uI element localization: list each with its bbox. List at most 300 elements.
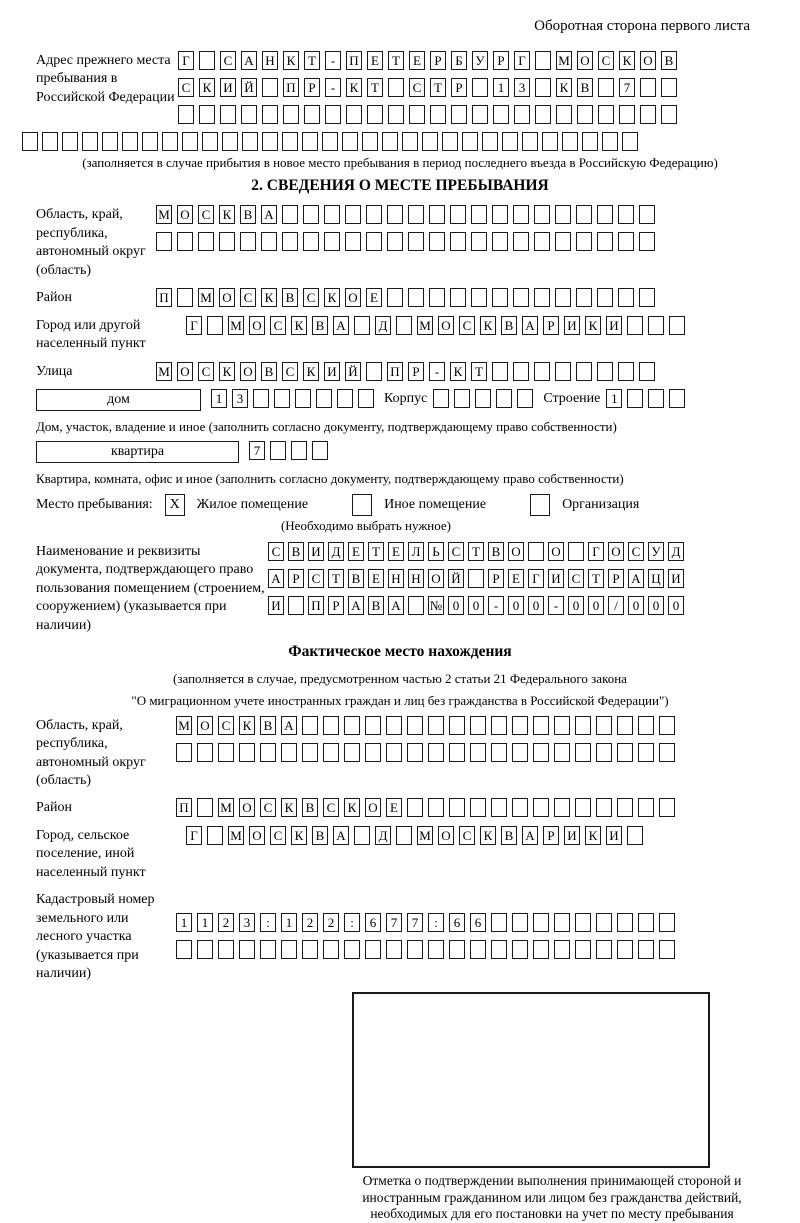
char-cell[interactable]: А	[522, 826, 538, 845]
char-cell[interactable]	[512, 940, 528, 959]
char-cell[interactable]: К	[219, 362, 235, 381]
char-cell[interactable]	[472, 78, 488, 97]
char-cell[interactable]	[207, 826, 223, 845]
char-cell[interactable]	[282, 132, 298, 151]
char-cell[interactable]	[422, 132, 438, 151]
char-cell[interactable]	[198, 232, 214, 251]
char-cell[interactable]	[627, 316, 643, 335]
char-cell[interactable]	[407, 743, 423, 762]
char-cell[interactable]: К	[291, 826, 307, 845]
char-cell[interactable]	[323, 716, 339, 735]
char-cell[interactable]: А	[388, 596, 404, 615]
char-cell[interactable]	[260, 743, 276, 762]
char-cell[interactable]: Й	[345, 362, 361, 381]
char-cell[interactable]: Т	[430, 78, 446, 97]
char-cell[interactable]	[640, 78, 656, 97]
char-cell[interactable]: Н	[408, 569, 424, 588]
char-cell[interactable]: 7	[386, 913, 402, 932]
char-cell[interactable]: С	[598, 51, 614, 70]
char-cell[interactable]: Е	[366, 288, 382, 307]
char-cell[interactable]: -	[488, 596, 504, 615]
char-cell[interactable]	[577, 105, 593, 124]
char-cell[interactable]	[639, 362, 655, 381]
char-cell[interactable]	[274, 389, 290, 408]
char-cell[interactable]	[554, 940, 570, 959]
char-cell[interactable]	[576, 205, 592, 224]
char-cell[interactable]: Г	[178, 51, 194, 70]
char-cell[interactable]	[638, 743, 654, 762]
char-cell[interactable]: 0	[528, 596, 544, 615]
char-cell[interactable]: Г	[514, 51, 530, 70]
char-cell[interactable]: Т	[367, 78, 383, 97]
char-cell[interactable]	[239, 743, 255, 762]
char-cell[interactable]: О	[249, 316, 265, 335]
char-cell[interactable]	[582, 132, 598, 151]
char-cell[interactable]	[596, 798, 612, 817]
char-cell[interactable]: Т	[368, 542, 384, 561]
char-cell[interactable]	[554, 798, 570, 817]
char-cell[interactable]	[346, 105, 362, 124]
char-cell[interactable]	[220, 105, 236, 124]
char-cell[interactable]: Р	[543, 316, 559, 335]
char-cell[interactable]	[472, 105, 488, 124]
char-cell[interactable]: Т	[388, 51, 404, 70]
char-cell[interactable]	[323, 940, 339, 959]
char-cell[interactable]: О	[438, 316, 454, 335]
char-cell[interactable]: С	[270, 826, 286, 845]
char-cell[interactable]: П	[156, 288, 172, 307]
char-cell[interactable]: И	[548, 569, 564, 588]
char-cell[interactable]: С	[178, 78, 194, 97]
char-cell[interactable]	[366, 232, 382, 251]
char-cell[interactable]	[493, 105, 509, 124]
char-cell[interactable]	[303, 205, 319, 224]
char-cell[interactable]	[618, 362, 634, 381]
char-cell[interactable]: С	[303, 288, 319, 307]
char-cell[interactable]	[312, 441, 328, 460]
char-cell[interactable]	[534, 288, 550, 307]
char-cell[interactable]	[302, 132, 318, 151]
char-cell[interactable]	[598, 78, 614, 97]
char-cell[interactable]: А	[348, 596, 364, 615]
char-cell[interactable]: В	[501, 316, 517, 335]
char-cell[interactable]	[430, 105, 446, 124]
char-cell[interactable]: -	[429, 362, 445, 381]
char-cell[interactable]	[471, 232, 487, 251]
char-cell[interactable]: 3	[514, 78, 530, 97]
char-cell[interactable]: 0	[588, 596, 604, 615]
char-cell[interactable]	[513, 232, 529, 251]
char-cell[interactable]	[492, 205, 508, 224]
char-cell[interactable]	[661, 78, 677, 97]
char-cell[interactable]	[354, 316, 370, 335]
char-cell[interactable]: К	[480, 316, 496, 335]
char-cell[interactable]	[396, 316, 412, 335]
char-cell[interactable]: Е	[368, 569, 384, 588]
char-cell[interactable]	[638, 716, 654, 735]
char-cell[interactable]	[575, 743, 591, 762]
char-cell[interactable]	[513, 362, 529, 381]
char-cell[interactable]	[534, 362, 550, 381]
char-cell[interactable]	[627, 389, 643, 408]
char-cell[interactable]: О	[345, 288, 361, 307]
char-cell[interactable]	[568, 542, 584, 561]
char-cell[interactable]: 1	[176, 913, 192, 932]
char-cell[interactable]	[659, 940, 675, 959]
char-cell[interactable]	[535, 105, 551, 124]
char-cell[interactable]: С	[240, 288, 256, 307]
char-cell[interactable]	[576, 288, 592, 307]
char-cell[interactable]	[218, 743, 234, 762]
char-cell[interactable]	[386, 743, 402, 762]
char-cell[interactable]	[337, 389, 353, 408]
char-cell[interactable]	[450, 288, 466, 307]
char-cell[interactable]	[388, 105, 404, 124]
char-cell[interactable]	[512, 716, 528, 735]
char-cell[interactable]	[491, 940, 507, 959]
char-cell[interactable]	[262, 78, 278, 97]
char-cell[interactable]	[242, 132, 258, 151]
char-cell[interactable]: Р	[451, 78, 467, 97]
char-cell[interactable]: И	[606, 316, 622, 335]
char-cell[interactable]	[177, 288, 193, 307]
char-cell[interactable]: 0	[448, 596, 464, 615]
char-cell[interactable]	[197, 940, 213, 959]
char-cell[interactable]	[638, 913, 654, 932]
char-cell[interactable]: П	[387, 362, 403, 381]
char-cell[interactable]: М	[417, 826, 433, 845]
char-cell[interactable]	[240, 232, 256, 251]
char-cell[interactable]	[387, 288, 403, 307]
char-cell[interactable]	[199, 51, 215, 70]
char-cell[interactable]	[534, 205, 550, 224]
char-cell[interactable]	[638, 940, 654, 959]
char-cell[interactable]: Л	[408, 542, 424, 561]
char-cell[interactable]	[555, 232, 571, 251]
char-cell[interactable]: С	[448, 542, 464, 561]
char-cell[interactable]	[156, 232, 172, 251]
char-cell[interactable]	[575, 798, 591, 817]
char-cell[interactable]	[270, 441, 286, 460]
char-cell[interactable]	[282, 232, 298, 251]
char-cell[interactable]: М	[218, 798, 234, 817]
char-cell[interactable]	[122, 132, 138, 151]
char-cell[interactable]	[450, 205, 466, 224]
char-cell[interactable]	[576, 362, 592, 381]
char-cell[interactable]: М	[556, 51, 572, 70]
char-cell[interactable]: И	[308, 542, 324, 561]
char-cell[interactable]	[512, 798, 528, 817]
char-cell[interactable]: Т	[471, 362, 487, 381]
char-cell[interactable]	[262, 105, 278, 124]
char-cell[interactable]	[429, 232, 445, 251]
char-cell[interactable]	[442, 132, 458, 151]
char-cell[interactable]: К	[291, 316, 307, 335]
char-cell[interactable]: 2	[302, 913, 318, 932]
char-cell[interactable]	[302, 743, 318, 762]
char-cell[interactable]	[576, 232, 592, 251]
char-cell[interactable]	[316, 389, 332, 408]
char-cell[interactable]: В	[368, 596, 384, 615]
char-cell[interactable]: В	[312, 316, 328, 335]
char-cell[interactable]: А	[522, 316, 538, 335]
char-cell[interactable]: Е	[508, 569, 524, 588]
char-cell[interactable]	[428, 798, 444, 817]
char-cell[interactable]	[528, 542, 544, 561]
char-cell[interactable]	[367, 105, 383, 124]
char-cell[interactable]: О	[508, 542, 524, 561]
char-cell[interactable]: У	[472, 51, 488, 70]
char-cell[interactable]	[324, 205, 340, 224]
char-cell[interactable]: М	[417, 316, 433, 335]
char-cell[interactable]	[219, 232, 235, 251]
char-cell[interactable]	[358, 389, 374, 408]
char-cell[interactable]: 0	[568, 596, 584, 615]
char-cell[interactable]: Р	[430, 51, 446, 70]
char-cell[interactable]	[555, 362, 571, 381]
char-cell[interactable]	[344, 716, 360, 735]
char-cell[interactable]: С	[459, 316, 475, 335]
char-cell[interactable]: 1	[493, 78, 509, 97]
char-cell[interactable]	[513, 288, 529, 307]
char-cell[interactable]	[554, 913, 570, 932]
char-cell[interactable]	[449, 940, 465, 959]
char-cell[interactable]	[535, 51, 551, 70]
char-cell[interactable]	[492, 232, 508, 251]
char-cell[interactable]	[344, 940, 360, 959]
char-cell[interactable]	[387, 232, 403, 251]
char-cell[interactable]	[638, 798, 654, 817]
char-cell[interactable]	[627, 826, 643, 845]
char-cell[interactable]: -	[325, 51, 341, 70]
char-cell[interactable]	[260, 940, 276, 959]
char-cell[interactable]: К	[344, 798, 360, 817]
char-cell[interactable]	[407, 716, 423, 735]
char-cell[interactable]	[325, 105, 341, 124]
char-cell[interactable]	[197, 743, 213, 762]
char-cell[interactable]: №	[429, 597, 443, 613]
char-cell[interactable]	[556, 105, 572, 124]
char-cell[interactable]	[262, 132, 278, 151]
char-cell[interactable]: Т	[588, 569, 604, 588]
char-cell[interactable]: Й	[241, 78, 257, 97]
char-cell[interactable]	[303, 232, 319, 251]
char-cell[interactable]: -	[548, 596, 564, 615]
char-cell[interactable]: 1	[197, 913, 213, 932]
char-cell[interactable]: Р	[488, 569, 504, 588]
char-cell[interactable]	[142, 132, 158, 151]
char-cell[interactable]	[513, 205, 529, 224]
char-cell[interactable]	[640, 105, 656, 124]
char-cell[interactable]	[345, 205, 361, 224]
char-cell[interactable]: К	[556, 78, 572, 97]
char-cell[interactable]	[428, 716, 444, 735]
char-cell[interactable]	[322, 132, 338, 151]
char-cell[interactable]	[470, 798, 486, 817]
char-cell[interactable]: С	[270, 316, 286, 335]
char-cell[interactable]: Ь	[428, 542, 444, 561]
char-cell[interactable]: О	[177, 205, 193, 224]
char-cell[interactable]: А	[628, 569, 644, 588]
char-cell[interactable]	[365, 940, 381, 959]
char-cell[interactable]	[22, 132, 38, 151]
char-cell[interactable]	[450, 232, 466, 251]
char-cell[interactable]	[669, 389, 685, 408]
char-cell[interactable]	[618, 288, 634, 307]
char-cell[interactable]	[597, 232, 613, 251]
char-cell[interactable]: В	[348, 569, 364, 588]
checkbox-residential[interactable]: X	[165, 494, 185, 516]
char-cell[interactable]	[596, 940, 612, 959]
char-cell[interactable]: М	[228, 826, 244, 845]
char-cell[interactable]: У	[648, 542, 664, 561]
char-cell[interactable]: М	[176, 716, 192, 735]
char-cell[interactable]	[288, 596, 304, 615]
char-cell[interactable]	[409, 105, 425, 124]
char-cell[interactable]	[514, 105, 530, 124]
char-cell[interactable]	[382, 132, 398, 151]
char-cell[interactable]: Р	[493, 51, 509, 70]
char-cell[interactable]: Н	[388, 569, 404, 588]
char-cell[interactable]: Г	[186, 316, 202, 335]
char-cell[interactable]	[659, 743, 675, 762]
char-cell[interactable]: К	[585, 826, 601, 845]
char-cell[interactable]	[428, 940, 444, 959]
char-cell[interactable]	[659, 798, 675, 817]
char-cell[interactable]: Й	[448, 569, 464, 588]
char-cell[interactable]: А	[333, 826, 349, 845]
char-cell[interactable]	[471, 205, 487, 224]
char-cell[interactable]	[471, 288, 487, 307]
char-cell[interactable]: Т	[328, 569, 344, 588]
char-cell[interactable]	[345, 232, 361, 251]
char-cell[interactable]	[199, 105, 215, 124]
char-cell[interactable]	[575, 913, 591, 932]
char-cell[interactable]	[482, 132, 498, 151]
char-cell[interactable]	[178, 105, 194, 124]
char-cell[interactable]	[512, 743, 528, 762]
char-cell[interactable]	[533, 743, 549, 762]
char-cell[interactable]: В	[577, 78, 593, 97]
char-cell[interactable]: 2	[323, 913, 339, 932]
checkbox-other-premises[interactable]	[352, 494, 372, 516]
char-cell[interactable]: 3	[239, 913, 255, 932]
char-cell[interactable]	[202, 132, 218, 151]
char-cell[interactable]: В	[260, 716, 276, 735]
char-cell[interactable]: М	[156, 362, 172, 381]
char-cell[interactable]	[617, 798, 633, 817]
char-cell[interactable]	[182, 132, 198, 151]
char-cell[interactable]: Е	[348, 542, 364, 561]
char-cell[interactable]	[648, 389, 664, 408]
char-cell[interactable]: :	[344, 913, 360, 932]
char-cell[interactable]: 7	[619, 78, 635, 97]
char-cell[interactable]	[241, 105, 257, 124]
char-cell[interactable]: С	[198, 205, 214, 224]
char-cell[interactable]	[491, 743, 507, 762]
char-cell[interactable]	[428, 743, 444, 762]
char-cell[interactable]	[617, 940, 633, 959]
char-cell[interactable]	[366, 362, 382, 381]
char-cell[interactable]	[261, 232, 277, 251]
char-cell[interactable]	[408, 232, 424, 251]
char-cell[interactable]: С	[308, 569, 324, 588]
char-cell[interactable]	[281, 940, 297, 959]
char-cell[interactable]: М	[156, 205, 172, 224]
char-cell[interactable]	[42, 132, 58, 151]
char-cell[interactable]	[554, 716, 570, 735]
char-cell[interactable]	[302, 940, 318, 959]
char-cell[interactable]	[365, 743, 381, 762]
char-cell[interactable]: С	[568, 569, 584, 588]
char-cell[interactable]: И	[564, 316, 580, 335]
char-cell[interactable]	[454, 389, 470, 408]
char-cell[interactable]	[491, 913, 507, 932]
char-cell[interactable]	[596, 716, 612, 735]
char-cell[interactable]: О	[608, 542, 624, 561]
char-cell[interactable]: П	[283, 78, 299, 97]
char-cell[interactable]	[639, 232, 655, 251]
char-cell[interactable]: С	[409, 78, 425, 97]
char-cell[interactable]: А	[261, 205, 277, 224]
char-cell[interactable]	[449, 716, 465, 735]
char-cell[interactable]	[402, 132, 418, 151]
char-cell[interactable]	[533, 798, 549, 817]
char-cell[interactable]: К	[585, 316, 601, 335]
char-cell[interactable]: Т	[468, 542, 484, 561]
char-cell[interactable]	[387, 205, 403, 224]
char-cell[interactable]: В	[261, 362, 277, 381]
char-cell[interactable]	[618, 205, 634, 224]
char-cell[interactable]	[492, 288, 508, 307]
char-cell[interactable]	[533, 940, 549, 959]
char-cell[interactable]: Г	[528, 569, 544, 588]
char-cell[interactable]	[304, 105, 320, 124]
char-cell[interactable]: О	[365, 798, 381, 817]
char-cell[interactable]: 1	[606, 389, 622, 408]
char-cell[interactable]: Г	[588, 542, 604, 561]
char-cell[interactable]	[562, 132, 578, 151]
char-cell[interactable]	[429, 288, 445, 307]
char-cell[interactable]	[366, 205, 382, 224]
char-cell[interactable]: 7	[407, 913, 423, 932]
char-cell[interactable]: -	[325, 78, 341, 97]
char-cell[interactable]: К	[199, 78, 215, 97]
char-cell[interactable]: А	[241, 51, 257, 70]
char-cell[interactable]	[470, 716, 486, 735]
char-cell[interactable]: О	[640, 51, 656, 70]
char-cell[interactable]	[618, 232, 634, 251]
char-cell[interactable]	[386, 716, 402, 735]
char-cell[interactable]	[449, 798, 465, 817]
char-cell[interactable]: О	[177, 362, 193, 381]
char-cell[interactable]: К	[346, 78, 362, 97]
char-cell[interactable]: Г	[186, 826, 202, 845]
char-cell[interactable]	[429, 205, 445, 224]
char-cell[interactable]: 1	[281, 913, 297, 932]
char-cell[interactable]	[396, 826, 412, 845]
char-cell[interactable]: Н	[262, 51, 278, 70]
char-cell[interactable]	[408, 288, 424, 307]
char-cell[interactable]: 6	[470, 913, 486, 932]
char-cell[interactable]	[281, 743, 297, 762]
char-cell[interactable]: В	[312, 826, 328, 845]
char-cell[interactable]: С	[260, 798, 276, 817]
char-cell[interactable]: С	[268, 542, 284, 561]
char-cell[interactable]	[502, 132, 518, 151]
char-cell[interactable]: 0	[668, 596, 684, 615]
char-cell[interactable]	[408, 596, 424, 615]
